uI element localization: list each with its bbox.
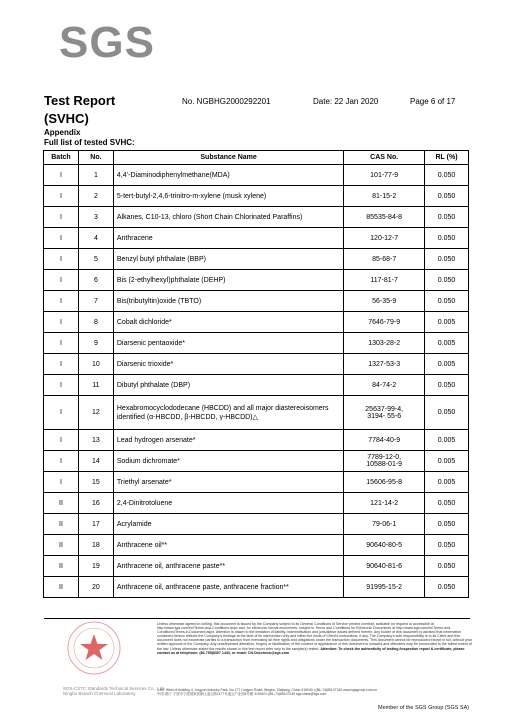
- table-row: [44, 514, 469, 535]
- header-batch: Batch: [44, 151, 79, 165]
- table-row: [44, 291, 469, 312]
- cell-no: 20: [78, 577, 113, 598]
- cell-no: 17: [78, 514, 113, 535]
- cell-cas: 91995-15-2: [344, 577, 425, 598]
- cell-batch: II: [44, 556, 79, 577]
- cell-rl: 0.050: [425, 375, 469, 396]
- cell-no: 14: [78, 451, 113, 472]
- cell-rl: 0.050: [425, 249, 469, 270]
- table-row: [44, 493, 469, 514]
- cell-no: 10: [78, 354, 113, 375]
- cell-no: 8: [78, 312, 113, 333]
- address-cn: 中国·浙江·宁波市宁波国家高新区凌云路1177号凌云产业园4号楼 315040 t (86–74)89107249 sgs.china@sgs.com: [157, 692, 327, 696]
- cell-rl: 0.050: [425, 291, 469, 312]
- cell-cas: 117-81-7: [344, 270, 425, 291]
- table-row: [44, 577, 469, 598]
- cell-batch: II: [44, 514, 79, 535]
- cell-batch: I: [44, 312, 79, 333]
- cell-rl: 0.005: [425, 430, 469, 451]
- sgs-logo: SGS: [59, 18, 155, 67]
- cell-cas: 121-14-2: [344, 493, 425, 514]
- address-block: [157, 688, 475, 696]
- report-subtitle: (SVHC): [44, 111, 89, 126]
- table-row: [44, 472, 469, 493]
- table-row: [44, 186, 469, 207]
- cell-no: 7: [78, 291, 113, 312]
- table-row: [44, 312, 469, 333]
- cell-batch: I: [44, 451, 79, 472]
- table-row: [44, 228, 469, 249]
- cell-substance: Hexabromocyclododecane (HBCDD) and all major diastereoisomers identified (α-HBCDD, β-HBCDD, γ-HBCDD)△: [113, 396, 343, 430]
- cell-rl: 0.005: [425, 451, 469, 472]
- cell-cas: 79-06-1: [344, 514, 425, 535]
- appendix-heading: Appendix: [44, 128, 81, 137]
- table-row: [44, 430, 469, 451]
- cell-substance: Diarsenic trioxide*: [113, 354, 343, 375]
- cell-rl: 0.050: [425, 228, 469, 249]
- cell-cas: 7784-40-9: [344, 430, 425, 451]
- list-title: Full list of tested SVHC:: [44, 138, 135, 147]
- lab-name: SGS-CSTC Standards Technical Services Co., Ltd. Ningbo Branch Chemical Laboratory: [63, 686, 165, 696]
- table-row: [44, 375, 469, 396]
- cell-rl: 0.050: [425, 514, 469, 535]
- cell-substance: Bis(tributyltin)oxide (TBTO): [113, 291, 343, 312]
- cell-cas: 90640-80-5: [344, 535, 425, 556]
- cell-no: 11: [78, 375, 113, 396]
- cell-substance: 4,4’-Diaminodiphenylmethane(MDA): [113, 165, 343, 186]
- svhc-table: [43, 150, 469, 598]
- attention-text: Attention: To check the authenticity of testing /inspection report & certificate, please contact us at telephone: (86-755)8307 1443, or email: CN.Doccheck@sgs.com: [157, 646, 465, 655]
- cell-rl: 0.050: [425, 577, 469, 598]
- report-number: No. NGBHG2000292201: [182, 97, 271, 106]
- cell-cas: 101-77-9: [344, 165, 425, 186]
- table-row: [44, 249, 469, 270]
- cell-no: 9: [78, 333, 113, 354]
- table-body: [44, 165, 469, 598]
- table-row: [44, 207, 469, 228]
- laboratory-stamp: [63, 620, 125, 680]
- cell-cas: 1303-28-2: [344, 333, 425, 354]
- cell-batch: I: [44, 228, 79, 249]
- table-row: [44, 396, 469, 430]
- cell-cas: 81-15-2: [344, 186, 425, 207]
- header-substance: Substance Name: [113, 151, 343, 165]
- cell-no: 15: [78, 472, 113, 493]
- cell-no: 5: [78, 249, 113, 270]
- member-text: Member of the SGS Group (SGS SA): [378, 705, 470, 711]
- cell-cas: 85535-84-8: [344, 207, 425, 228]
- cell-substance: Dibutyl phthalate (DBP): [113, 375, 343, 396]
- cell-no: 1: [78, 165, 113, 186]
- cell-rl: 0.050: [425, 535, 469, 556]
- table-header-row: [44, 151, 469, 165]
- cell-rl: 0.050: [425, 207, 469, 228]
- cell-cas: 84-74-2: [344, 375, 425, 396]
- cell-no: 3: [78, 207, 113, 228]
- cell-substance: Sodium dichromate*: [113, 451, 343, 472]
- cell-batch: II: [44, 577, 79, 598]
- cell-substance: 2,4-Dinitrotoluene: [113, 493, 343, 514]
- cell-cas: 85-68-7: [344, 249, 425, 270]
- cell-cas: 120-12-7: [344, 228, 425, 249]
- cell-batch: I: [44, 270, 79, 291]
- cell-substance: Alkanes, C10-13, chloro (Short Chain Chlorinated Paraffins): [113, 207, 343, 228]
- cell-batch: I: [44, 375, 79, 396]
- cell-cas: 7646-79-9: [344, 312, 425, 333]
- cell-cas: 90640-81-6: [344, 556, 425, 577]
- cell-no: 13: [78, 430, 113, 451]
- cell-substance: Anthracene: [113, 228, 343, 249]
- cell-rl: 0.050: [425, 186, 469, 207]
- table-row: [44, 354, 469, 375]
- cell-rl: 0.050: [425, 556, 469, 577]
- cell-no: 18: [78, 535, 113, 556]
- cell-batch: I: [44, 430, 79, 451]
- report-date: Date: 22 Jan 2020: [313, 97, 379, 106]
- cell-rl: 0.005: [425, 354, 469, 375]
- cell-cas: 56-35-9: [344, 291, 425, 312]
- header-cas: CAS No.: [344, 151, 425, 165]
- cell-rl: 0.050: [425, 396, 469, 430]
- cell-substance: Diarsenic pentaoxide*: [113, 333, 343, 354]
- cell-substance: 5-tert-butyl-2,4,6-trinitro-m-xylene (musk xylene): [113, 186, 343, 207]
- cell-substance: Anthracene oil**: [113, 535, 343, 556]
- header-no: No.: [78, 151, 113, 165]
- cell-batch: I: [44, 186, 79, 207]
- cell-substance: Bis (2-ethylhexyl)phthalate (DEHP): [113, 270, 343, 291]
- cell-batch: I: [44, 207, 79, 228]
- cell-no: 6: [78, 270, 113, 291]
- cell-rl: 0.005: [425, 472, 469, 493]
- disclaimer-text: Unless otherwise agreed in writing, this document is issued by the Company subject to its General Conditions of Service printed overleaf, available on request or accessible at http://www.sgs.com/en/Terms-and-Conditions.aspx and, for electronic format documents, subject to Terms and Conditions for Electronic Documents at http://www.sgs.com/en/Terms-and-Conditions/Terms-e-Document.aspx. Attention is drawn to the limitation of liability, indemnification and jurisdiction issues defined therein. Any holder of this document is advised that information contained hereon reflects the Company's findings at the time of its intervention only and within the limits of Client's instructions, if any. The Company's sole responsibility is to its Client and this document does not exonerate parties to a transaction from exercising all their rights and obligations under the transaction documents. This document cannot be reproduced except in full, without prior written approval of the Company. Any unauthorized alteration, forgery or falsification of the content or appearance of this document is unlawful and offenders may be prosecuted to the fullest extent of the law. Unless otherwise stated the results shown in this test report refer only to the sample(s) tested. Attention: To check the authenticity of testing /inspection report & certificate, please contact us at telephone: (86-755)8307 1443, or email: CN.Doccheck@sgs.com: [157, 622, 473, 655]
- table-row: [44, 165, 469, 186]
- cell-cas: 25637-99-4, 3194- 55-6: [344, 396, 425, 430]
- cell-substance: Triethyl arsenate*: [113, 472, 343, 493]
- table-row: [44, 535, 469, 556]
- cell-batch: I: [44, 396, 79, 430]
- cell-substance: Benzyl butyl phthalate (BBP): [113, 249, 343, 270]
- address-en: 1-6/F West of building 4, Lingyun Industry Park, No.177 Lingyun Road, Ningbo, Zhejiang, China 315040 t (86–74)89107249 www.sgsgroup.com.cn: [157, 688, 378, 692]
- cell-no: 12: [78, 396, 113, 430]
- cell-batch: I: [44, 165, 79, 186]
- cell-substance: Lead hydrogen arsenate*: [113, 430, 343, 451]
- cell-batch: II: [44, 535, 79, 556]
- cell-rl: 0.050: [425, 270, 469, 291]
- cell-batch: II: [44, 493, 79, 514]
- cell-rl: 0.005: [425, 333, 469, 354]
- cell-no: 19: [78, 556, 113, 577]
- cell-substance: Anthracene oil, anthracene paste, anthracene fraction**: [113, 577, 343, 598]
- cell-substance: Anthracene oil, anthracene paste**: [113, 556, 343, 577]
- footer-divider: [44, 618, 470, 619]
- cell-cas: 1327-53-3: [344, 354, 425, 375]
- cell-rl: 0.050: [425, 493, 469, 514]
- cell-cas: 15606-95-8: [344, 472, 425, 493]
- cell-rl: 0.005: [425, 312, 469, 333]
- cell-rl: 0.050: [425, 165, 469, 186]
- cell-batch: I: [44, 249, 79, 270]
- cell-substance: Cobalt dichloride*: [113, 312, 343, 333]
- cell-no: 2: [78, 186, 113, 207]
- cell-substance: Acrylamide: [113, 514, 343, 535]
- cell-batch: I: [44, 472, 79, 493]
- table-row: [44, 333, 469, 354]
- table-row: [44, 451, 469, 472]
- page-indicator: Page 6 of 17: [410, 97, 456, 106]
- cell-no: 16: [78, 493, 113, 514]
- table-row: [44, 556, 469, 577]
- cell-batch: I: [44, 333, 79, 354]
- header-rl: RL (%): [425, 151, 469, 165]
- cell-no: 4: [78, 228, 113, 249]
- table-row: [44, 270, 469, 291]
- cell-cas: 7789-12-0, 10588-01-9: [344, 451, 425, 472]
- cell-batch: I: [44, 291, 79, 312]
- cell-batch: I: [44, 354, 79, 375]
- report-title: Test Report: [44, 93, 116, 108]
